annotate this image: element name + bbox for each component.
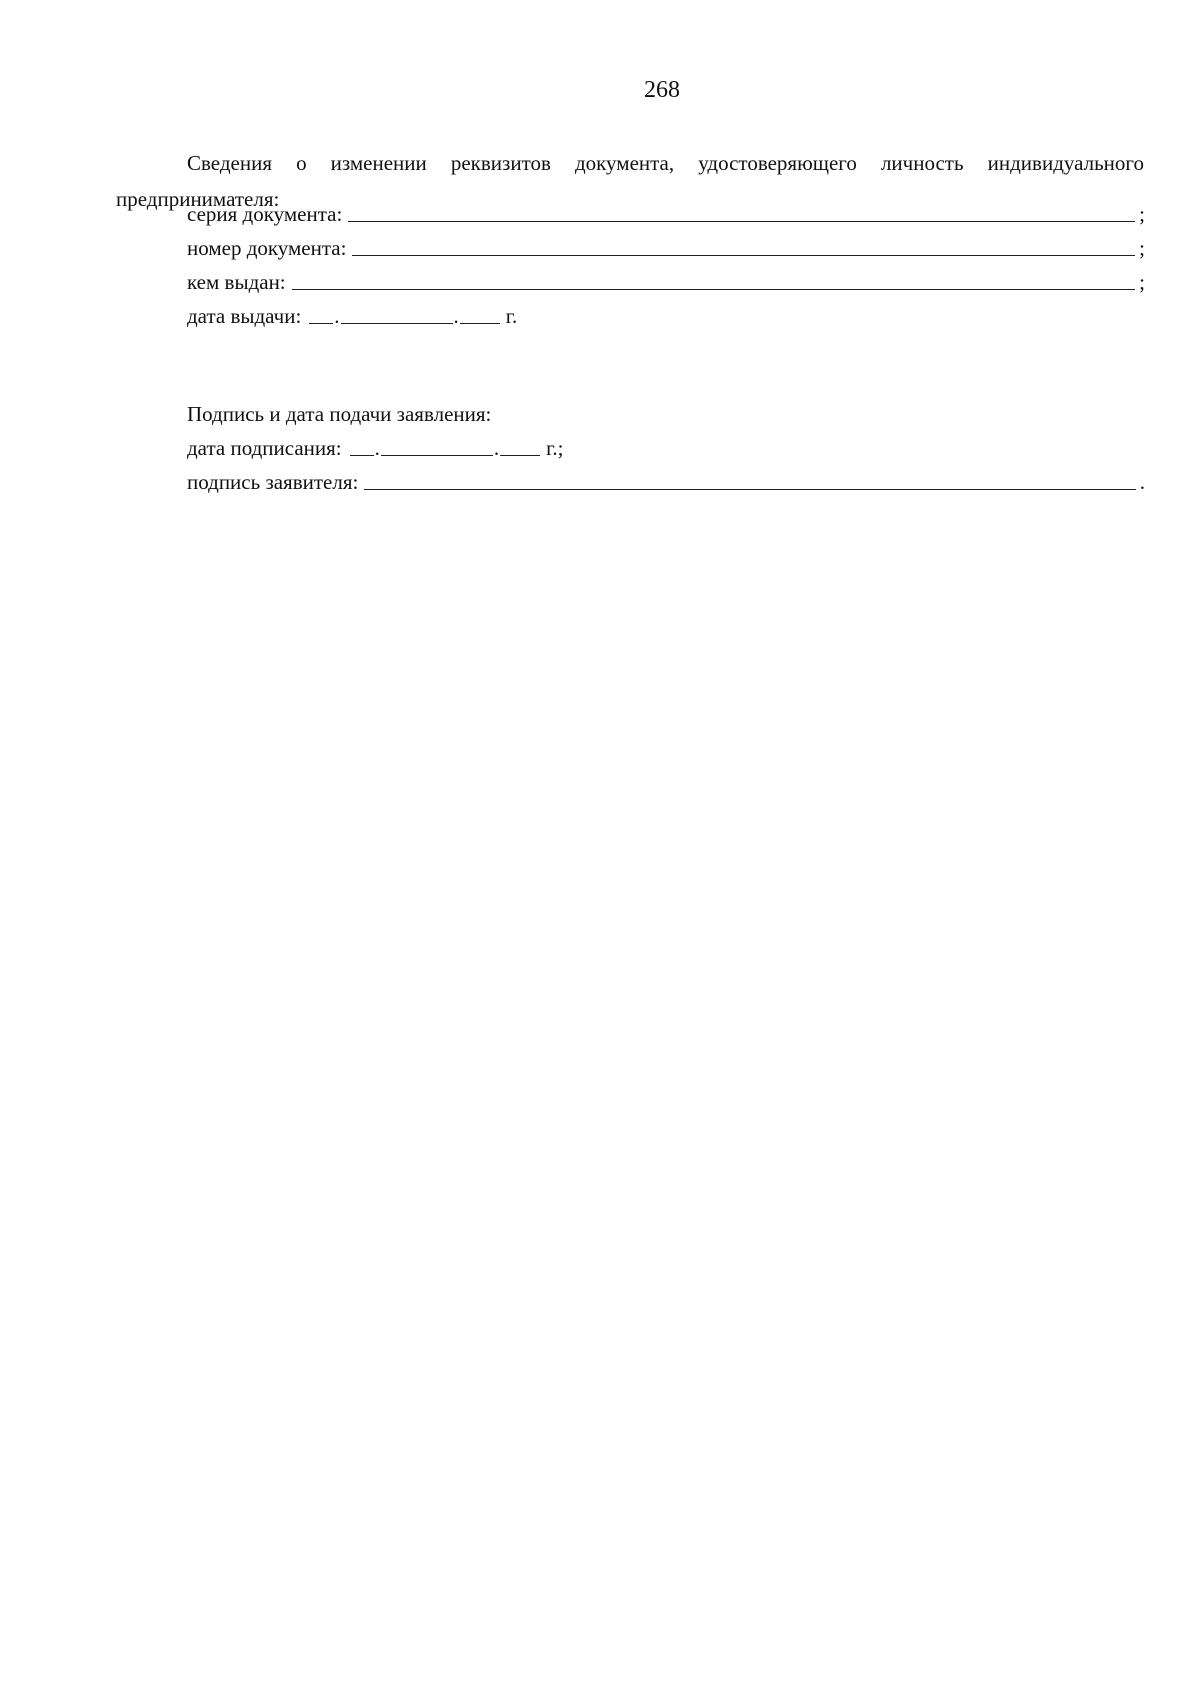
signature-label: подпись заявителя: bbox=[187, 470, 359, 494]
issue-date-year-blank[interactable] bbox=[460, 322, 500, 324]
issue-date-month-blank[interactable] bbox=[341, 322, 453, 324]
sign-date-year-blank[interactable] bbox=[500, 454, 540, 456]
number-field-row bbox=[187, 232, 1145, 264]
signature-end-mark: . bbox=[1139, 470, 1145, 494]
issue-date-day-blank[interactable] bbox=[309, 322, 333, 324]
intro-paragraph: Сведения о изменении реквизитов документа, удостоверяющего личность индивидуального предпринимателя: bbox=[116, 151, 1144, 211]
series-input-line[interactable] bbox=[348, 220, 1135, 222]
page-number: 268 bbox=[644, 77, 680, 103]
number-input-line[interactable] bbox=[352, 254, 1135, 256]
number-end-mark: ; bbox=[1139, 236, 1145, 260]
series-end-mark: ; bbox=[1139, 202, 1145, 226]
sign-date-month-blank[interactable] bbox=[381, 454, 493, 456]
signature-heading: Подпись и дата подачи заявления: bbox=[187, 402, 492, 426]
issue-date-label: дата выдачи: bbox=[187, 304, 302, 328]
series-field-row bbox=[187, 198, 1145, 230]
sign-date-dot-2: . bbox=[493, 436, 500, 460]
issued-by-end-mark: ; bbox=[1139, 270, 1145, 294]
issued-by-label: кем выдан: bbox=[187, 270, 286, 294]
sign-date-row bbox=[187, 432, 563, 464]
issued-by-field-row bbox=[187, 266, 1145, 298]
sign-date-dot-1: . bbox=[374, 436, 380, 460]
issue-date-row bbox=[187, 300, 517, 332]
signature-row bbox=[187, 466, 1145, 498]
issued-by-input-line[interactable] bbox=[292, 288, 1136, 290]
number-label: номер документа: bbox=[187, 236, 347, 260]
issue-date-dot-2: . bbox=[453, 304, 459, 328]
issue-date-dot-1: . bbox=[334, 304, 340, 328]
sign-date-label: дата подписания: bbox=[187, 436, 342, 460]
issue-date-suffix: г. bbox=[505, 304, 518, 328]
sign-date-suffix: г.; bbox=[546, 436, 564, 460]
signature-input-line[interactable] bbox=[364, 488, 1135, 490]
sign-date-day-blank[interactable] bbox=[350, 454, 374, 456]
series-label: серия документа: bbox=[187, 202, 343, 226]
